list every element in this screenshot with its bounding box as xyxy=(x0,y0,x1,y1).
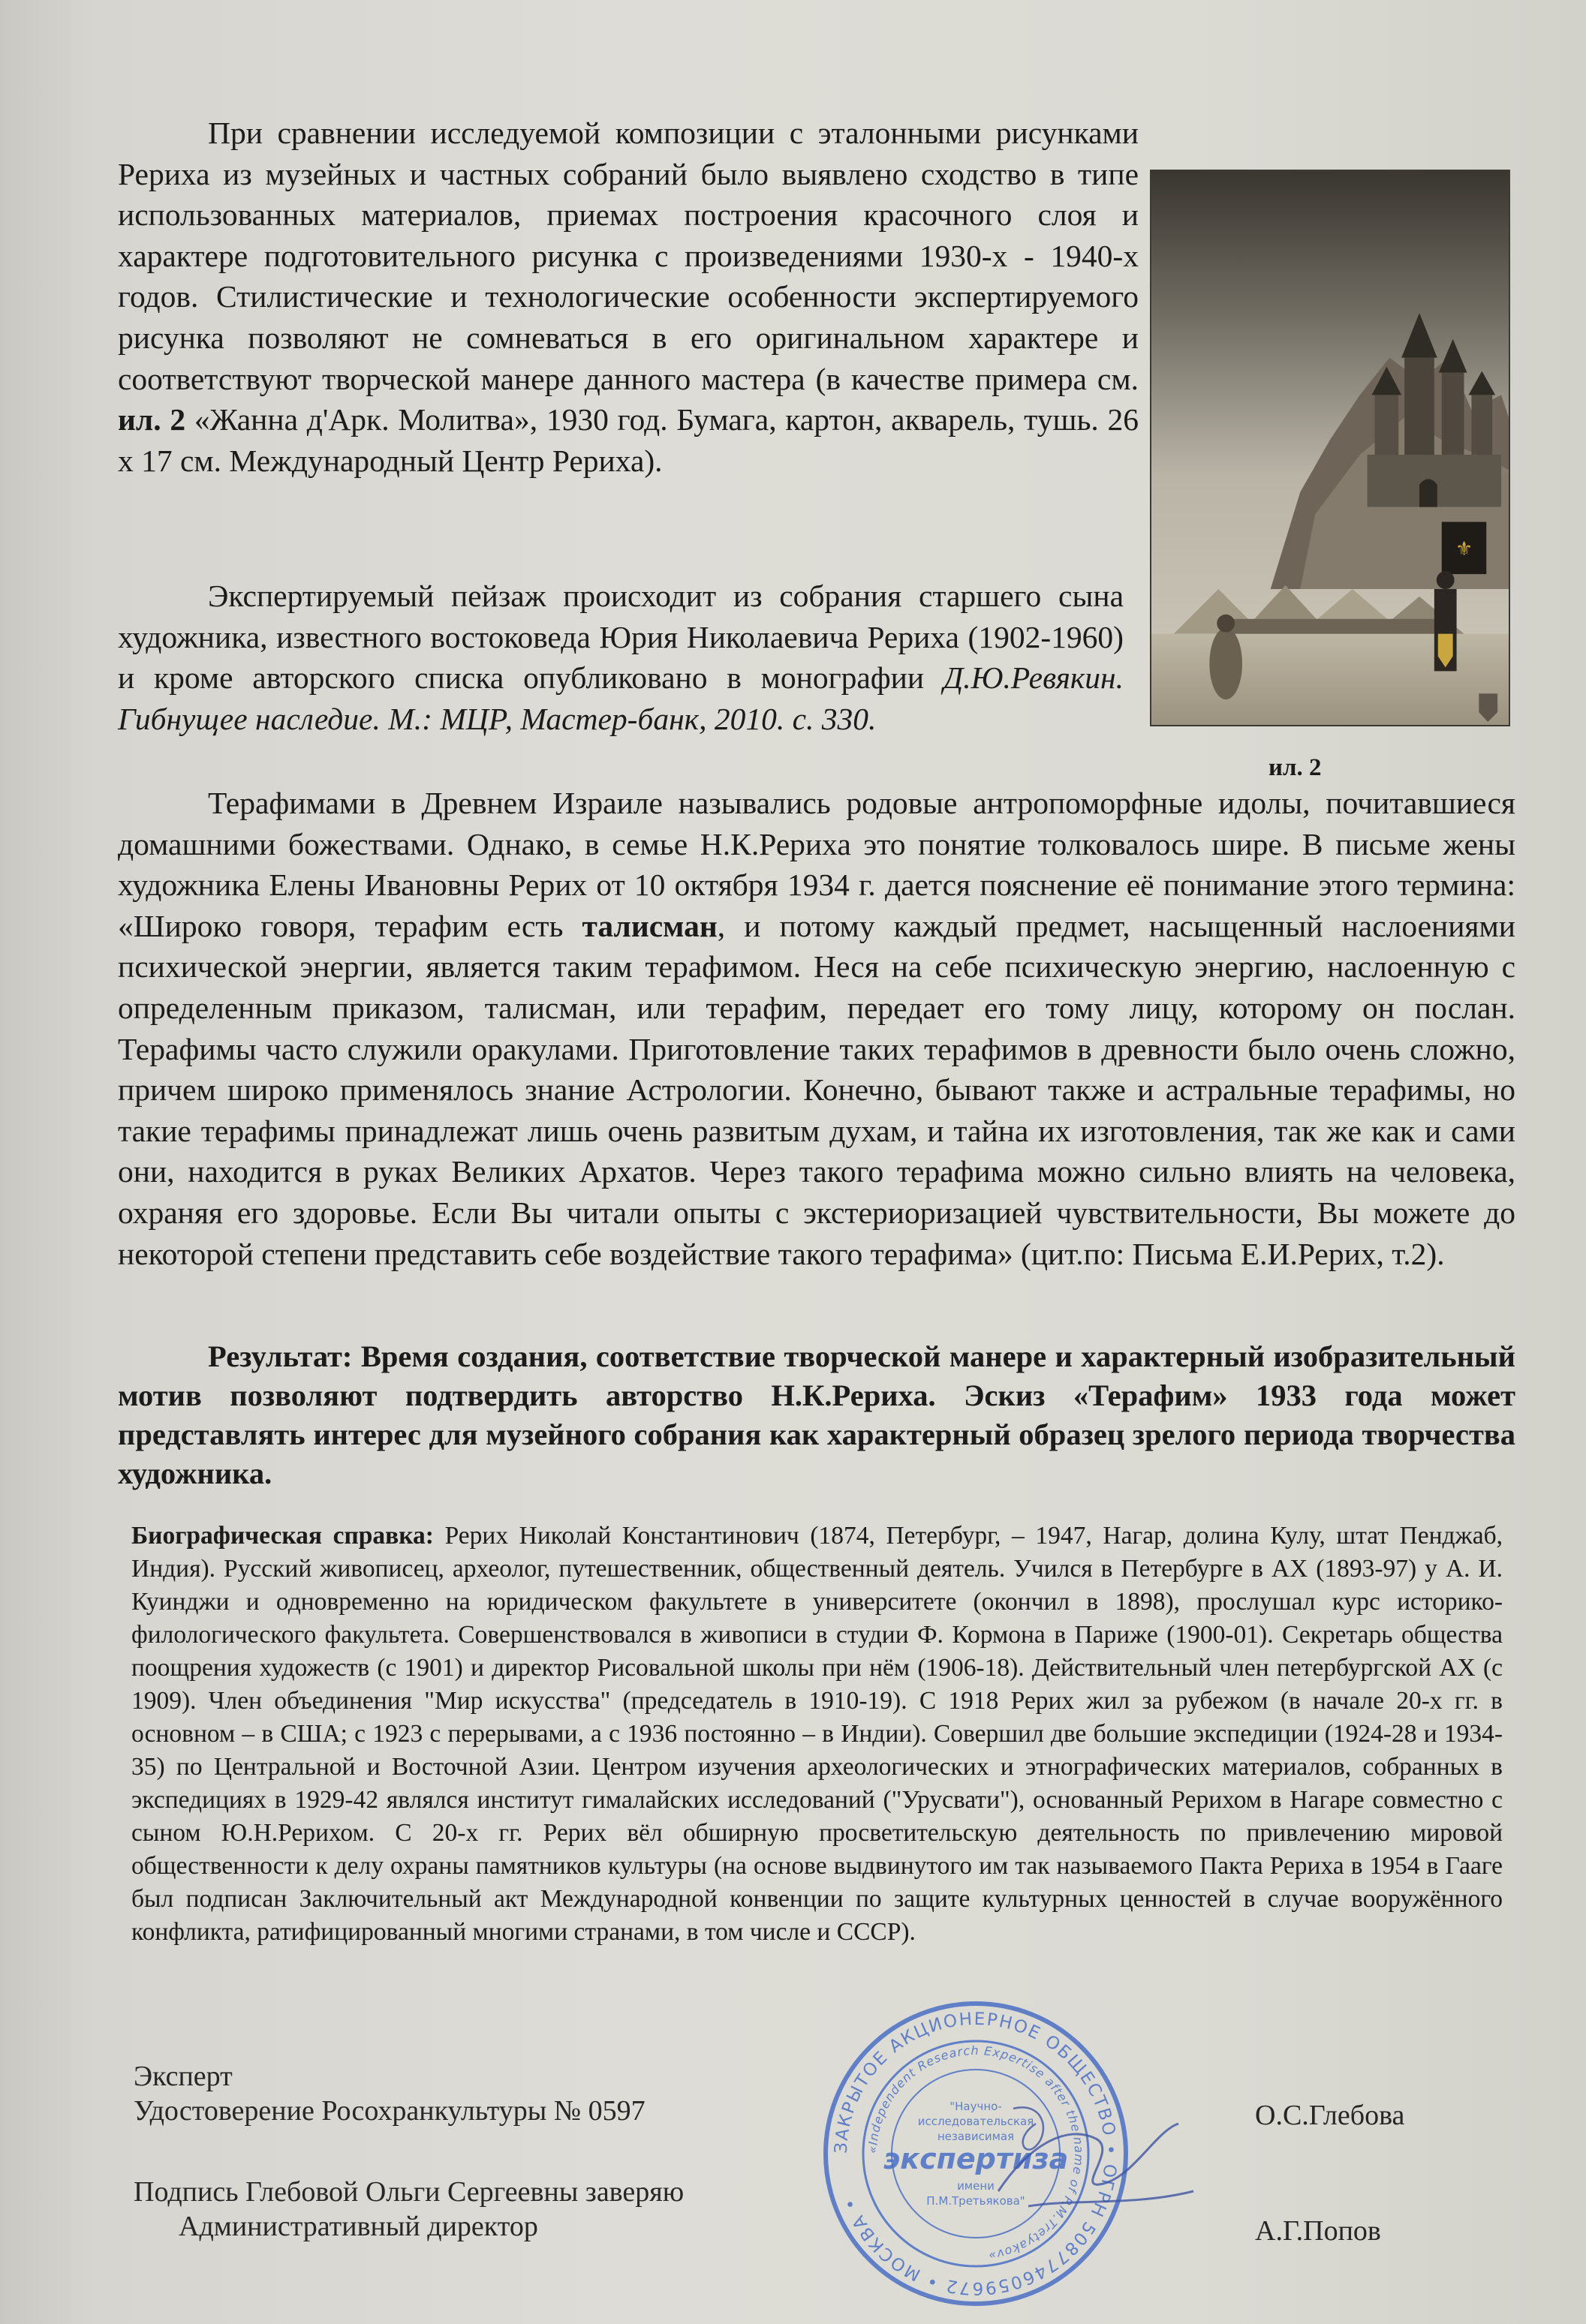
stamp-title: экспертиза xyxy=(883,2142,1069,2175)
paragraph-provenance xyxy=(118,576,1124,739)
figure-reference: ил. 2 xyxy=(118,402,186,437)
paragraph-biography xyxy=(131,1520,1503,1949)
stamp-ring-text: ЗАКРЫТОЕ АКЦИОНЕРНОЕ ОБЩЕСТВО • ОГРН 5087746059672 • МОСКВА • xyxy=(831,2009,1121,2298)
stamp-line: имени xyxy=(957,2179,995,2193)
citation: Д.Ю.Ревякин. Гибнущее наследие. М.: МЦР, Мастер-банк, 2010. с. 330. xyxy=(118,660,1124,736)
admin-title: Административный директор xyxy=(179,2211,538,2242)
admin-name: А.Г.Попов xyxy=(1255,2215,1381,2247)
handwritten-signature xyxy=(983,2079,1208,2266)
paragraph-teraphim xyxy=(118,783,1515,1274)
certificate-number: Удостоверение Росохранкультуры № 0597 xyxy=(134,2095,646,2127)
svg-text:⚜: ⚜ xyxy=(1455,538,1473,561)
certification-text: Подпись Глебовой Ольги Сергеевны заверяю xyxy=(134,2176,685,2208)
biography-text: Рерих Николай Константинович (1874, Петербург, – 1947, Нагар, долина Кулу, штат Пенджаб, Индия). Русский живописец, археолог, путешественник, общественный деятель. Учился в Петербурге в АХ (1893-97) у А. И. Куинджи и одновременно на юридическом факультете в университете (окончил в 1898), прослушал курс историко-филологического факультета. Совершенствовался в живописи в студии Ф. Кормона в Париже (1900-01). Секретарь общества поощрения художеств (с 1901) и директор Рисовальной школы при нём (1906-18). Действительный член петербургской АХ (с 1909). Член объединения "Мир искусства" (председатель в 1910-19). С 1918 Рерих жил за рубежом (в начале 20-х гг. в основном – в США; с 1923 с перерывами, а с 1936 постоянно – в Индии). Совершил две большие экспедиции (1924-28 и 1934-35) по Центральной и Восточной Азии. Центром изучения археологических и этнографических материалов, собранных в экспедициях в 1929-42 являлся институт гималайских исследований ("Урусвати"), основанный Рерихом в Нагаре совместно с сыном Ю.Н.Рерихом. С 20-х гг. Рерих вёл обширную просветительскую деятельность по привлечению мировой общественности к делу охраны памятников культуры (на основе выдвинутого им так называемого Пакта Рериха в 1954 в Гааге был подписан Заключительный акт Международной конвенции по защите культурных ценностей в случае вооружённого конфликта, ратифицированный многими странами, в том числе и СССР). xyxy=(131,1522,1503,1946)
expert-label: Эксперт xyxy=(134,2061,233,2092)
paragraph-text: , и потому каждый предмет, насыщенный наслоениями психической энергии, является таким терафимом. Неся на себе психическую энергию, наслоенную с определенным приказом, талисман, или терафим, передает его тому лицу, которому он послан. Терафимы часто служили оракулами. Приготовление таких терафимов в древности было очень сложно, причем широко применялось знание Астрологии. Конечно, бывают также и астральные терафимы, но такие терафимы принадлежат лишь очень развитым духам, и тайна их изготовления, так же как и сами они, находится в руках Великих Архатов. Через такого терафима можно сильно влиять на человека, охраняя его здоровье. Если Вы читали опыты с экстериоризацией чувствительности, Вы можете до некоторой степени представить себе воздействие такого терафима» (цит.по: Письма Е.И.Рерих, т.2). xyxy=(118,908,1515,1271)
stamp-line: П.М.Третьякова" xyxy=(926,2194,1025,2208)
painting-image xyxy=(1151,171,1509,725)
stamp-inner-ring-text: «Independent Research Expertise after the name of P.M.Tretyakov» xyxy=(865,2043,1087,2263)
illustration-joan-of-arc xyxy=(1150,170,1510,726)
expert-name: О.С.Глебова xyxy=(1255,2100,1405,2131)
emphasis-word: талисман xyxy=(582,908,718,943)
paragraph-comparison xyxy=(118,113,1139,481)
paragraph-text: Экспертируемый пейзаж происходит из собрания старшего сына художника, известного востоковеда Юрия Николаевича Рериха (1902-1960) и кроме авторского списка опубликовано в монографии xyxy=(118,579,1124,696)
stamp-line: независимая xyxy=(937,2130,1015,2143)
biography-label: Биографическая справка: xyxy=(131,1522,434,1550)
stamp-line: исследовательская xyxy=(917,2115,1034,2128)
paragraph-text: При сравнении исследуемой композиции с эталонными рисунками Рериха из музейных и частных собраний было выявлено сходство в типе использованных материалов, приемах построения красочного слоя и характере подготовительного рисунка с произведениями 1930-х - 1940-х годов. Стилистические и технологические особенности экспертируемого рисунка позволяют не сомневаться в его оригинальном характере и соответствуют творческой манере данного мастера (в качестве примера см. xyxy=(118,116,1139,396)
paragraph-result: Результат: Время создания, соответствие творческой манере и характерный изобразительный мотив позволяют подтвердить авторство Н.К.Рериха. Эскиз «Терафим» 1933 года может представлять интерес для музейного собрания как характерный образец зрелого периода творчества художника. xyxy=(118,1339,1515,1490)
stamp-line: "Научно- xyxy=(949,2100,1002,2113)
paragraph-text: «Жанна д'Арк. Молитва», 1930 год. Бумага, картон, акварель, тушь. 26 х 17 см. Международный Центр Рериха). xyxy=(118,402,1139,478)
figure-caption: ил. 2 xyxy=(1268,754,1322,781)
paragraph-text: Терафимами в Древнем Израиле назывались родовые антропоморфные идолы, почитавшиеся домашними божествами. Однако, в семье Н.К.Рериха это понятие толковалось шире. В письме жены художника Елены Ивановны Рерих от 10 октября 1934 г. дается пояснение её понимание этого термина: «Широко говоря, терафим есть xyxy=(118,786,1515,943)
